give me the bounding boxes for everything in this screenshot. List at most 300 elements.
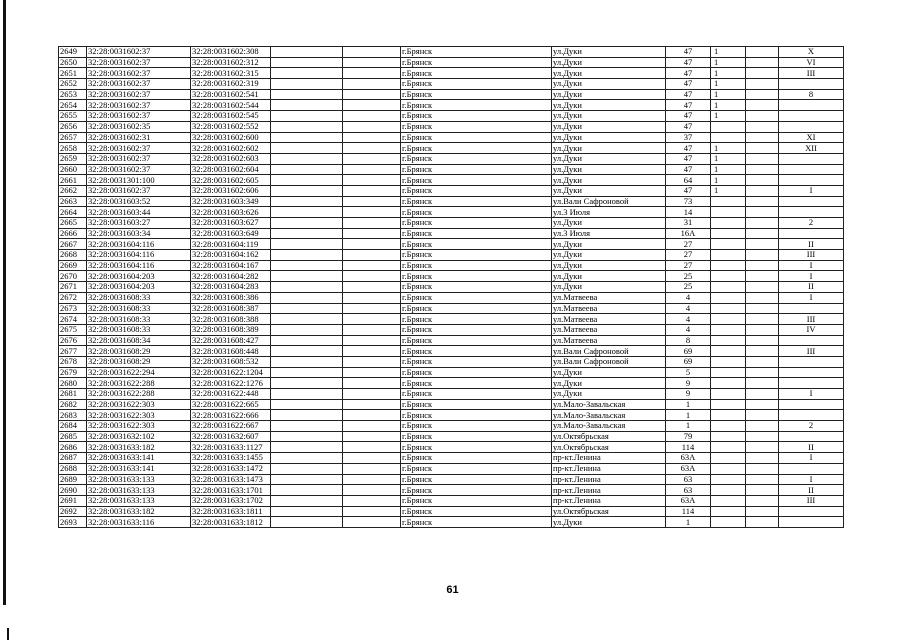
empty-cell — [343, 378, 401, 389]
cadastral-quarter-cell: 32:28:0031602:37 — [87, 47, 191, 58]
table-row — [59, 121, 844, 132]
empty-cell — [343, 431, 401, 442]
house-number-cell: 4 — [666, 303, 711, 314]
section-number-cell: 1 — [711, 175, 746, 186]
row-number-cell: 2656 — [59, 121, 87, 132]
section-number-cell — [711, 121, 746, 132]
empty-cell — [271, 260, 343, 271]
section-number-cell — [711, 389, 746, 400]
empty-cell — [271, 356, 343, 367]
house-number-cell: 63 — [666, 474, 711, 485]
cadastral-quarter-cell: 32:28:0031622:294 — [87, 367, 191, 378]
cadastral-quarter-cell: 32:28:0031608:33 — [87, 292, 191, 303]
empty-cell — [343, 495, 401, 506]
empty-cell — [271, 228, 343, 239]
cadastral-number-cell: 32:28:0031602:312 — [191, 57, 271, 68]
street-cell: ул.Дуки — [552, 164, 666, 175]
empty-cell — [343, 474, 401, 485]
house-number-cell: 79 — [666, 431, 711, 442]
row-number-cell: 2673 — [59, 303, 87, 314]
empty-cell — [343, 239, 401, 250]
table-row — [59, 143, 844, 154]
row-number-cell: 2651 — [59, 68, 87, 79]
section-number-cell — [711, 485, 746, 496]
street-cell: ул.Матвеева — [552, 324, 666, 335]
empty-cell — [746, 378, 779, 389]
premises-number-cell: I — [779, 453, 844, 464]
cadastral-quarter-cell: 32:28:0031622:303 — [87, 421, 191, 432]
house-number-cell: 1 — [666, 421, 711, 432]
premises-number-cell — [779, 196, 844, 207]
city-cell: г.Брянск — [401, 410, 552, 421]
empty-cell — [343, 260, 401, 271]
premises-number-cell — [779, 367, 844, 378]
empty-cell — [746, 143, 779, 154]
house-number-cell: 1 — [666, 399, 711, 410]
empty-cell — [271, 111, 343, 122]
empty-cell — [746, 57, 779, 68]
city-cell: г.Брянск — [401, 399, 552, 410]
empty-cell — [271, 474, 343, 485]
empty-cell — [343, 335, 401, 346]
cadastral-number-cell: 32:28:0031633:1455 — [191, 453, 271, 464]
house-number-cell: 1 — [666, 517, 711, 528]
empty-cell — [343, 164, 401, 175]
table-row — [59, 89, 844, 100]
house-number-cell: 31 — [666, 218, 711, 229]
city-cell: г.Брянск — [401, 485, 552, 496]
premises-number-cell — [779, 378, 844, 389]
cadastral-quarter-cell: 32:28:0031604:116 — [87, 250, 191, 261]
section-number-cell — [711, 517, 746, 528]
empty-cell — [746, 271, 779, 282]
street-cell: ул.Дуки — [552, 79, 666, 90]
premises-number-cell: II — [779, 282, 844, 293]
cadastral-number-cell: 32:28:0031633:1701 — [191, 485, 271, 496]
house-number-cell: 25 — [666, 282, 711, 293]
city-cell: г.Брянск — [401, 153, 552, 164]
premises-number-cell — [779, 207, 844, 218]
row-number-cell: 2680 — [59, 378, 87, 389]
cadastral-number-cell: 32:28:0031633:1473 — [191, 474, 271, 485]
empty-cell — [746, 485, 779, 496]
row-number-cell: 2692 — [59, 506, 87, 517]
scan-edge-mark — [7, 628, 9, 640]
empty-cell — [746, 421, 779, 432]
row-number-cell: 2687 — [59, 453, 87, 464]
empty-cell — [746, 346, 779, 357]
empty-cell — [271, 79, 343, 90]
empty-cell — [746, 463, 779, 474]
empty-cell — [343, 79, 401, 90]
empty-cell — [271, 175, 343, 186]
empty-cell — [343, 303, 401, 314]
street-cell: ул.Дуки — [552, 57, 666, 68]
street-cell: пр-кт.Ленина — [552, 474, 666, 485]
cadastral-number-cell: 32:28:0031602:606 — [191, 185, 271, 196]
table-row — [59, 506, 844, 517]
cadastral-quarter-cell: 32:28:0031622:288 — [87, 378, 191, 389]
house-number-cell: 1 — [666, 410, 711, 421]
empty-cell — [271, 389, 343, 400]
row-number-cell: 2649 — [59, 47, 87, 58]
premises-number-cell: I — [779, 292, 844, 303]
table-row — [59, 185, 844, 196]
house-number-cell: 47 — [666, 143, 711, 154]
empty-cell — [746, 282, 779, 293]
cadastral-quarter-cell: 32:28:0031602:37 — [87, 185, 191, 196]
cadastral-number-cell: 32:28:0031622:667 — [191, 421, 271, 432]
premises-number-cell — [779, 228, 844, 239]
table-row — [59, 346, 844, 357]
row-number-cell: 2688 — [59, 463, 87, 474]
empty-cell — [271, 463, 343, 474]
house-number-cell: 69 — [666, 356, 711, 367]
street-cell: ул.Дуки — [552, 111, 666, 122]
cadastral-quarter-cell: 32:28:0031301:100 — [87, 175, 191, 186]
empty-cell — [343, 185, 401, 196]
section-number-cell — [711, 346, 746, 357]
city-cell: г.Брянск — [401, 346, 552, 357]
city-cell: г.Брянск — [401, 463, 552, 474]
premises-number-cell: X — [779, 47, 844, 58]
premises-number-cell: III — [779, 314, 844, 325]
empty-cell — [271, 399, 343, 410]
city-cell: г.Брянск — [401, 282, 552, 293]
table-row — [59, 399, 844, 410]
premises-number-cell: VI — [779, 57, 844, 68]
cadastral-number-cell: 32:28:0031603:349 — [191, 196, 271, 207]
section-number-cell: 1 — [711, 57, 746, 68]
table-row — [59, 463, 844, 474]
street-cell: ул.3 Июля — [552, 207, 666, 218]
cadastral-number-cell: 32:28:0031602:541 — [191, 89, 271, 100]
city-cell: г.Брянск — [401, 121, 552, 132]
city-cell: г.Брянск — [401, 228, 552, 239]
cadastral-quarter-cell: 32:28:0031608:33 — [87, 324, 191, 335]
street-cell: ул.Дуки — [552, 153, 666, 164]
street-cell: ул.Дуки — [552, 378, 666, 389]
premises-number-cell: 8 — [779, 89, 844, 100]
empty-cell — [746, 185, 779, 196]
row-number-cell: 2670 — [59, 271, 87, 282]
house-number-cell: 114 — [666, 506, 711, 517]
empty-cell — [343, 356, 401, 367]
premises-number-cell — [779, 356, 844, 367]
cadastral-table — [58, 46, 844, 528]
cadastral-quarter-cell: 32:28:0031608:29 — [87, 346, 191, 357]
cadastral-number-cell: 32:28:0031608:389 — [191, 324, 271, 335]
table-row — [59, 442, 844, 453]
page-number: 61 — [446, 584, 459, 596]
empty-cell — [271, 47, 343, 58]
city-cell: г.Брянск — [401, 260, 552, 271]
street-cell: ул.Матвеева — [552, 292, 666, 303]
street-cell: ул.Матвеева — [552, 335, 666, 346]
city-cell: г.Брянск — [401, 431, 552, 442]
cadastral-number-cell: 32:28:0031602:552 — [191, 121, 271, 132]
empty-cell — [343, 271, 401, 282]
table-row — [59, 68, 844, 79]
row-number-cell: 2650 — [59, 57, 87, 68]
empty-cell — [271, 421, 343, 432]
house-number-cell: 63А — [666, 453, 711, 464]
cadastral-quarter-cell: 32:28:0031608:29 — [87, 356, 191, 367]
city-cell: г.Брянск — [401, 367, 552, 378]
cadastral-quarter-cell: 32:28:0031602:35 — [87, 121, 191, 132]
premises-number-cell: II — [779, 442, 844, 453]
house-number-cell: 37 — [666, 132, 711, 143]
section-number-cell — [711, 282, 746, 293]
street-cell: ул.Дуки — [552, 367, 666, 378]
street-cell: ул.Дуки — [552, 89, 666, 100]
premises-number-cell — [779, 399, 844, 410]
cadastral-number-cell: 32:28:0031602:319 — [191, 79, 271, 90]
street-cell: ул.Дуки — [552, 239, 666, 250]
table-row — [59, 495, 844, 506]
premises-number-cell — [779, 121, 844, 132]
premises-number-cell: I — [779, 474, 844, 485]
section-number-cell: 1 — [711, 100, 746, 111]
street-cell: ул.Матвеева — [552, 314, 666, 325]
row-number-cell: 2691 — [59, 495, 87, 506]
cadastral-quarter-cell: 32:28:0031632:102 — [87, 431, 191, 442]
empty-cell — [746, 111, 779, 122]
section-number-cell: 1 — [711, 185, 746, 196]
table-row — [59, 314, 844, 325]
cadastral-quarter-cell: 32:28:0031602:37 — [87, 153, 191, 164]
empty-cell — [343, 121, 401, 132]
empty-cell — [271, 335, 343, 346]
empty-cell — [271, 378, 343, 389]
premises-number-cell: III — [779, 68, 844, 79]
row-number-cell: 2693 — [59, 517, 87, 528]
cadastral-quarter-cell: 32:28:0031622:303 — [87, 410, 191, 421]
cadastral-number-cell: 32:28:0031633:1127 — [191, 442, 271, 453]
section-number-cell — [711, 260, 746, 271]
row-number-cell: 2661 — [59, 175, 87, 186]
city-cell: г.Брянск — [401, 175, 552, 186]
city-cell: г.Брянск — [401, 79, 552, 90]
section-number-cell — [711, 399, 746, 410]
table-row — [59, 271, 844, 282]
house-number-cell: 63 — [666, 485, 711, 496]
row-number-cell: 2666 — [59, 228, 87, 239]
street-cell: ул.Вали Сафроновой — [552, 196, 666, 207]
section-number-cell — [711, 453, 746, 464]
cadastral-number-cell: 32:28:0031608:448 — [191, 346, 271, 357]
table-row — [59, 378, 844, 389]
street-cell: ул.Дуки — [552, 143, 666, 154]
empty-cell — [343, 282, 401, 293]
empty-cell — [343, 100, 401, 111]
premises-number-cell: XI — [779, 132, 844, 143]
empty-cell — [271, 517, 343, 528]
house-number-cell: 47 — [666, 47, 711, 58]
street-cell: ул.Матвеева — [552, 303, 666, 314]
empty-cell — [746, 218, 779, 229]
house-number-cell: 47 — [666, 111, 711, 122]
empty-cell — [746, 474, 779, 485]
cadastral-quarter-cell: 32:28:0031603:27 — [87, 218, 191, 229]
premises-number-cell — [779, 335, 844, 346]
row-number-cell: 2689 — [59, 474, 87, 485]
street-cell: ул.Дуки — [552, 175, 666, 186]
cadastral-quarter-cell: 32:28:0031633:133 — [87, 474, 191, 485]
table-row — [59, 367, 844, 378]
cadastral-number-cell: 32:28:0031602:600 — [191, 132, 271, 143]
cadastral-number-cell: 32:28:0031622:448 — [191, 389, 271, 400]
table-row — [59, 111, 844, 122]
row-number-cell: 2671 — [59, 282, 87, 293]
house-number-cell: 16А — [666, 228, 711, 239]
row-number-cell: 2679 — [59, 367, 87, 378]
table-row — [59, 292, 844, 303]
table-row — [59, 453, 844, 464]
empty-cell — [271, 453, 343, 464]
cadastral-number-cell: 32:28:0031632:607 — [191, 431, 271, 442]
empty-cell — [343, 463, 401, 474]
cadastral-number-cell: 32:28:0031633:1702 — [191, 495, 271, 506]
table-row — [59, 239, 844, 250]
city-cell: г.Брянск — [401, 506, 552, 517]
table-row — [59, 335, 844, 346]
empty-cell — [343, 111, 401, 122]
table-body — [59, 47, 844, 528]
row-number-cell: 2682 — [59, 399, 87, 410]
premises-number-cell — [779, 164, 844, 175]
row-number-cell: 2668 — [59, 250, 87, 261]
cadastral-quarter-cell: 32:28:0031633:116 — [87, 517, 191, 528]
street-cell: ул.Дуки — [552, 68, 666, 79]
row-number-cell: 2665 — [59, 218, 87, 229]
premises-number-cell: III — [779, 495, 844, 506]
premises-number-cell — [779, 410, 844, 421]
empty-cell — [343, 517, 401, 528]
empty-cell — [746, 132, 779, 143]
row-number-cell: 2681 — [59, 389, 87, 400]
empty-cell — [746, 314, 779, 325]
section-number-cell — [711, 271, 746, 282]
street-cell: ул.Дуки — [552, 47, 666, 58]
city-cell: г.Брянск — [401, 68, 552, 79]
table-row — [59, 389, 844, 400]
street-cell: пр-кт.Ленина — [552, 463, 666, 474]
cadastral-number-cell: 32:28:0031604:119 — [191, 239, 271, 250]
empty-cell — [271, 506, 343, 517]
empty-cell — [271, 367, 343, 378]
city-cell: г.Брянск — [401, 517, 552, 528]
cadastral-number-cell: 32:28:0031602:603 — [191, 153, 271, 164]
cadastral-quarter-cell: 32:28:0031603:52 — [87, 196, 191, 207]
empty-cell — [271, 271, 343, 282]
street-cell: ул.Мало-Завальская — [552, 410, 666, 421]
cadastral-quarter-cell: 32:28:0031602:37 — [87, 164, 191, 175]
cadastral-quarter-cell: 32:28:0031633:133 — [87, 485, 191, 496]
city-cell: г.Брянск — [401, 378, 552, 389]
cadastral-quarter-cell: 32:28:0031604:116 — [87, 239, 191, 250]
cadastral-quarter-cell: 32:28:0031622:288 — [87, 389, 191, 400]
house-number-cell: 47 — [666, 68, 711, 79]
premises-number-cell — [779, 431, 844, 442]
section-number-cell: 1 — [711, 89, 746, 100]
section-number-cell: 1 — [711, 47, 746, 58]
table-row — [59, 207, 844, 218]
house-number-cell: 4 — [666, 324, 711, 335]
cadastral-number-cell: 32:28:0031608:532 — [191, 356, 271, 367]
cadastral-quarter-cell: 32:28:0031633:133 — [87, 495, 191, 506]
row-number-cell: 2690 — [59, 485, 87, 496]
empty-cell — [746, 175, 779, 186]
house-number-cell: 47 — [666, 100, 711, 111]
table-row — [59, 260, 844, 271]
empty-cell — [343, 153, 401, 164]
section-number-cell: 1 — [711, 164, 746, 175]
section-number-cell — [711, 410, 746, 421]
empty-cell — [746, 239, 779, 250]
table-row — [59, 100, 844, 111]
premises-number-cell — [779, 463, 844, 474]
house-number-cell: 9 — [666, 378, 711, 389]
section-number-cell — [711, 314, 746, 325]
cadastral-number-cell: 32:28:0031602:544 — [191, 100, 271, 111]
street-cell: ул.Вали Сафроновой — [552, 346, 666, 357]
city-cell: г.Брянск — [401, 495, 552, 506]
empty-cell — [746, 442, 779, 453]
table-row — [59, 324, 844, 335]
row-number-cell: 2674 — [59, 314, 87, 325]
house-number-cell: 63А — [666, 495, 711, 506]
city-cell: г.Брянск — [401, 185, 552, 196]
cadastral-quarter-cell: 32:28:0031602:37 — [87, 57, 191, 68]
row-number-cell: 2652 — [59, 79, 87, 90]
cadastral-quarter-cell: 32:28:0031608:34 — [87, 335, 191, 346]
section-number-cell — [711, 324, 746, 335]
empty-cell — [271, 57, 343, 68]
section-number-cell — [711, 218, 746, 229]
premises-number-cell: I — [779, 389, 844, 400]
house-number-cell: 47 — [666, 121, 711, 132]
empty-cell — [746, 517, 779, 528]
empty-cell — [343, 442, 401, 453]
table-row — [59, 474, 844, 485]
street-cell: ул.Дуки — [552, 250, 666, 261]
section-number-cell: 1 — [711, 68, 746, 79]
row-number-cell: 2653 — [59, 89, 87, 100]
cadastral-number-cell: 32:28:0031602:315 — [191, 68, 271, 79]
cadastral-number-cell: 32:28:0031604:162 — [191, 250, 271, 261]
section-number-cell — [711, 207, 746, 218]
empty-cell — [746, 100, 779, 111]
empty-cell — [271, 153, 343, 164]
street-cell: ул.Дуки — [552, 218, 666, 229]
premises-number-cell: 2 — [779, 421, 844, 432]
premises-number-cell — [779, 100, 844, 111]
empty-cell — [343, 292, 401, 303]
empty-cell — [343, 68, 401, 79]
street-cell: ул.Дуки — [552, 282, 666, 293]
house-number-cell: 4 — [666, 292, 711, 303]
cadastral-number-cell: 32:28:0031633:1472 — [191, 463, 271, 474]
premises-number-cell — [779, 303, 844, 314]
empty-cell — [343, 218, 401, 229]
cadastral-quarter-cell: 32:28:0031602:37 — [87, 68, 191, 79]
city-cell: г.Брянск — [401, 164, 552, 175]
street-cell: пр-кт.Ленина — [552, 453, 666, 464]
city-cell: г.Брянск — [401, 89, 552, 100]
row-number-cell: 2678 — [59, 356, 87, 367]
cadastral-number-cell: 32:28:0031604:282 — [191, 271, 271, 282]
